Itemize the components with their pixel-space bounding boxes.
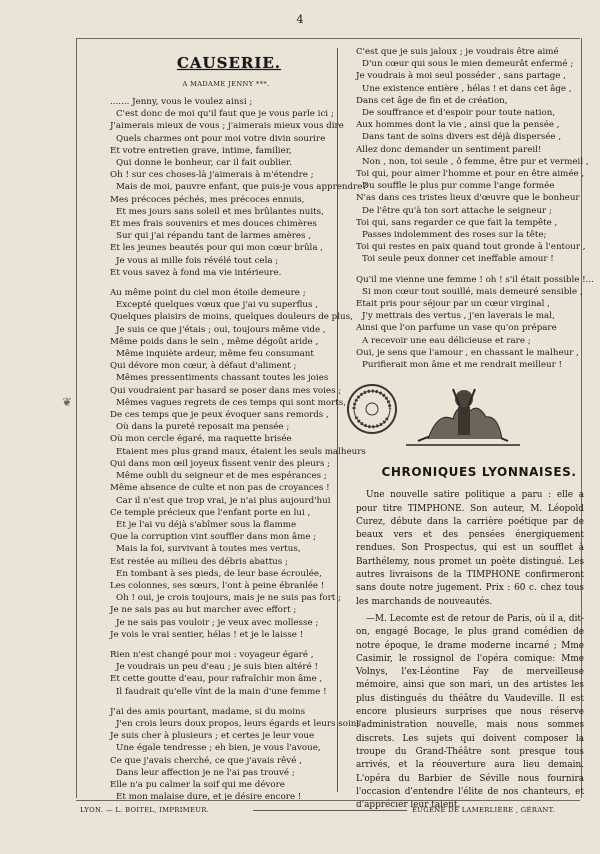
- poem-verse: Toi qui, pour aimer l'homme et pour en être aimée ,: [356, 169, 585, 180]
- poem-verse: Je voudrais un peu d'eau ; je suis bien altéré !: [116, 662, 318, 673]
- poem-verse: Purifierait mon âme et me rendrait meilleur !: [362, 360, 563, 371]
- poem-verse: Allez donc demander un sentiment pareil!: [356, 144, 542, 155]
- poem-verse: C'est donc de moi qu'il faut que je vous parle ici ;: [116, 109, 334, 120]
- causerie-title: CAUSERIE.: [176, 54, 282, 72]
- poem-verse: Oh ! oui, je crois toujours, mais je ne suis pas fort ;: [116, 593, 341, 604]
- poem-verse: Dans tant de soins divers est déjà dispersée ,: [362, 132, 562, 143]
- poem-verse: Je vous ai mille fois révélé tout cela ;: [116, 255, 279, 266]
- poem-verse: Même absence de culte et non pas de croyances !: [110, 483, 330, 494]
- poem-verse: Je suis cher à plusieurs ; et certes je leur voue: [110, 731, 315, 742]
- printer-credit: LYON. — L. BOITEL, IMPRIMEUR.: [80, 806, 210, 814]
- poem-verse: Toi qui, sans regarder ce que fait la tempête ,: [356, 217, 558, 228]
- poem-verse: Rien n'est changé pour moi : voyageur égaré ,: [110, 649, 314, 660]
- poem-verse: Ce temple précieux que l'enfant porte en lui ,: [110, 507, 311, 518]
- poem-verse: J'ai des amis pourtant, madame, si du moins: [110, 706, 306, 717]
- poem-verse: Qui dévore mon cœur, à défaut d'aliment ;: [110, 361, 297, 372]
- poem-verse: C'est que je suis jaloux ; je voudrais être aimé: [356, 47, 559, 57]
- poem-verse: Dans leur affection je ne l'ai pas trouvé ;: [116, 767, 295, 778]
- poem-verse: Une existence entière , hélas ! et dans cet âge ,: [362, 83, 572, 94]
- poem-verse: Je vois le vrai sentier, hélas ! et je le laisse !: [110, 629, 304, 640]
- poem-verse: Qui dans mon œil joyeux fissent venir des pleurs ;: [110, 458, 331, 469]
- poem-verse: Du souffle le plus pur comme l'ange formée: [362, 181, 555, 192]
- poem-verse: Je voudrais à moi seul posséder , sans partage ,: [356, 71, 566, 82]
- bottom-rule: [76, 800, 580, 801]
- poem-verse: Je ne sais pas au but marcher avec effort ;: [110, 605, 297, 616]
- poem-verse: Qu'il me vienne une femme ! oh ! s'il était possible !...: [356, 274, 594, 285]
- poem-verse: Ainsi que l'on parfume un vase qu'on prépare: [356, 323, 557, 334]
- poem-verse: Ce que j'avais cherché, ce que j'avais rêvé ,: [110, 755, 302, 766]
- poem-verse: Etait pris pour séjour par un cœur virginal ,: [356, 299, 550, 310]
- poem-verse: Non , non, toi seule , ô femme, être pur et vermeil ,: [362, 156, 589, 167]
- poem-stanza: [110, 706, 367, 804]
- poem-verse: Et mes frais souvenirs et mes douces chimères: [110, 219, 317, 230]
- poem-verse: Une égale tendresse ; eh bien, je vous l'avoue,: [116, 743, 321, 754]
- footer-rule: [253, 810, 407, 811]
- poem-verse: D'un cœur qui sous le mien demeurât enfermé ;: [362, 59, 574, 70]
- poem-verse: Même poids dans le sein , même dégoût aride ,: [110, 336, 319, 347]
- poem-verse: Car il n'est que trop vrai, je n'ai plus aujourd'hui: [116, 495, 331, 506]
- poem-verse: Et vous savez à fond ma vie intérieure.: [110, 267, 282, 278]
- poem-stanza: [110, 649, 328, 698]
- poem-verse: Passes indolemment des roses sur la tête;: [362, 230, 547, 241]
- poem-verse: Excepté quelques vœux que j'ai vu superflus ,: [116, 300, 318, 311]
- poem-verse: Et mes jours sans soleil et mes brûlantes nuits,: [116, 206, 324, 217]
- poem-verse: Et mon malaise dure, et je désire encore !: [116, 792, 302, 803]
- poem-verse: Quelques plaisirs de moins, quelques douleurs de plus,: [110, 312, 353, 323]
- poem-verse: Etaient mes plus grand maux, étaient les seuls malheurs: [116, 446, 366, 457]
- poem-verse: Même oubli du seigneur et de mes espérances ;: [116, 471, 327, 482]
- top-rule: [76, 38, 580, 39]
- allegorical-vignette: [398, 381, 528, 453]
- poem-verse: Quels charmes ont pour moi votre divin sourire: [116, 133, 326, 144]
- poem-verse: Où mon cercle égaré, ma raquette brisée: [110, 434, 292, 445]
- poem-stanza: [356, 274, 594, 372]
- poem-verse: Mêmes vagues regrets de ces temps qui sont morts,: [116, 397, 347, 408]
- column-divider: [337, 48, 338, 792]
- causerie-dedication: A MADAME JENNY ***.: [182, 80, 270, 88]
- poem-verse: Toi seule peux donner cet ineffable amour !: [362, 254, 554, 265]
- poem-verse: Que la corruption vint souffler dans mon âme ;: [110, 532, 317, 543]
- poem-verse: Et votre entretien grave, intime, familier,: [110, 145, 292, 156]
- poem-verse: Dans cet âge de fin et de création,: [356, 95, 508, 106]
- causerie-poem-continued: [356, 46, 594, 371]
- poem-verse: Je suis ce que j'étais ; oui, toujours même vide ,: [116, 324, 326, 335]
- chroniques-paragraph: —M. Lecomte est de retour de Paris, où il a, dit-on, engagé Bocage, le plus grand comédien de notre époque, le drame moderne incarné ; Mme Casimir, le rossignol de l'opéra comique: Mme Volnys, l'ex-Léontine Fay de merveilleuse mémoire, ainsi que son mari, un des artistes les plus distingués du théâtre du Vaudeville. Il est encore plusieurs surprises que nous réserve l'administration nouvelle, mais nous sommes discrets. Les sujets qui doivent composer la troupe du Grand-Théâtre sont presque tous arrivés, et la réouverture aura lieu demain. L'opéra du Barbier de Séville nous fournira l'occasion d'entendre l'élite de nos chanteurs, et d'apprécier leur talent.: [356, 613, 584, 811]
- poem-verse: Même inquiète ardeur, même feu consumant: [116, 349, 314, 360]
- poem-verse: Toi qui restes en paix quand tout gronde à l'entour ,: [356, 242, 586, 253]
- poem-verse: Où dans la pureté reposait ma pensée ;: [116, 422, 290, 433]
- poem-verse: Au même point du ciel mon étoile demeure ;: [110, 288, 306, 299]
- poem-verse: Qui voudraient par hasard se poser dans mes voies ;: [110, 385, 342, 396]
- poem-stanza: [356, 46, 589, 266]
- poem-verse: J'y mettrais des vertus , j'en laverais le mal,: [362, 311, 555, 322]
- page-number: 4: [296, 13, 304, 26]
- poem-verse: Mais de moi, pauvre enfant, que puis-je vous apprendre?: [116, 182, 367, 193]
- poem-verse: J'aimerais mieux de vous ; j'aimerais mieux vous dire: [110, 121, 344, 132]
- chroniques-title: CHRONIQUES LYONNAISES.: [381, 465, 577, 480]
- poem-verse: Les colonnes, ses sœurs, l'ont à peine ébranlée !: [110, 580, 325, 591]
- poem-verse: Et je l'ai vu déjà s'abîmer sous la flamme: [116, 519, 297, 530]
- poem-verse: A recevoir une eau délicieuse et rare ;: [362, 335, 531, 346]
- poem-verse: Mais la foi, survivant à toutes mes vertus,: [116, 544, 301, 555]
- poem-verse: De souffrance et d'espoir pour toute nation,: [362, 108, 556, 119]
- poem-verse: Et les jeunes beautés pour qui mon cœur brûla ,: [110, 243, 324, 254]
- chroniques-paragraph: Une nouvelle satire politique a paru : elle a pour titre TIMPHONE. Son auteur, M. Léopold Curez, débute dans la carrière poétique par de beaux vers et des pensées énergiquement rendues. Son Prospectus, qui est un soufflet à Barthélemy, nous promet un poète distingué. Les autres livraisons de la TIMPHONE confirmeront sans doute notre jugement. Prix : 60 c. chez tous les marchands de nouveautés.: [356, 490, 584, 607]
- illustration-area: [356, 379, 584, 451]
- poem-verse: N'as dans ces tristes lieux d'œuvre que le bonheur: [356, 193, 580, 204]
- manager-credit: EUGÈNE DE LAMERLIÈRE , GÉRANT.: [412, 806, 555, 814]
- poem-verse: Mes précoces péchés, mes précoces ennuis,: [110, 194, 305, 205]
- poem-verse: Oui, je sens que l'amour , en chassant le malheur ,: [356, 347, 579, 358]
- poem-verse: Elle n'a pu calmer la soif qui me dévore: [110, 779, 285, 790]
- causerie-column: [110, 54, 367, 811]
- poem-verse: Je ne sais pas vouloir ; je veux avec mollesse ;: [116, 617, 319, 628]
- poem-verse: Mêmes pressentiments chassant toutes les joies: [116, 373, 329, 384]
- poem-verse: De l'être qu'à ton sort attache le seigneur ;: [362, 205, 552, 216]
- margin-mark: ❦: [62, 395, 73, 409]
- poem-verse: Aux hommes dont la vie , ainsi que la pensée ,: [356, 120, 560, 131]
- poem-verse: ....... Jenny, vous le voulez ainsi ;: [110, 97, 253, 107]
- library-stamp: [344, 381, 400, 437]
- poem-verse: Oh ! sur ces choses-là j'aimerais à m'étendre ;: [110, 170, 314, 181]
- poem-stanza: [110, 96, 367, 279]
- poem-verse: Sur qui j'ai répandu tant de larmes amères ,: [116, 231, 312, 242]
- poem-verse: En tombant à ses pieds, de leur base écroulée,: [116, 568, 322, 579]
- poem-verse: Il faudrait qu'elle vînt de la main d'une femme !: [116, 686, 327, 697]
- poem-verse: Si mon cœur tout souillé, mais demeuré sensible ,: [362, 286, 583, 297]
- poem-verse: J'en crois leurs doux propos, leurs égards et leurs soins ;: [116, 718, 367, 729]
- poem-verse: Et cette goutte d'eau, pour rafraîchir mon âme ,: [110, 674, 323, 685]
- right-column: [356, 46, 594, 812]
- poem-verse: Est restée au milieu des débris abattus ;: [110, 556, 288, 567]
- poem-stanza: [110, 287, 366, 641]
- causerie-poem: [110, 96, 367, 803]
- poem-verse: De ces temps que je peux évoquer sans remords ,: [110, 410, 329, 421]
- poem-verse: Qui donne le bonheur, car il fait oublier.: [116, 158, 293, 169]
